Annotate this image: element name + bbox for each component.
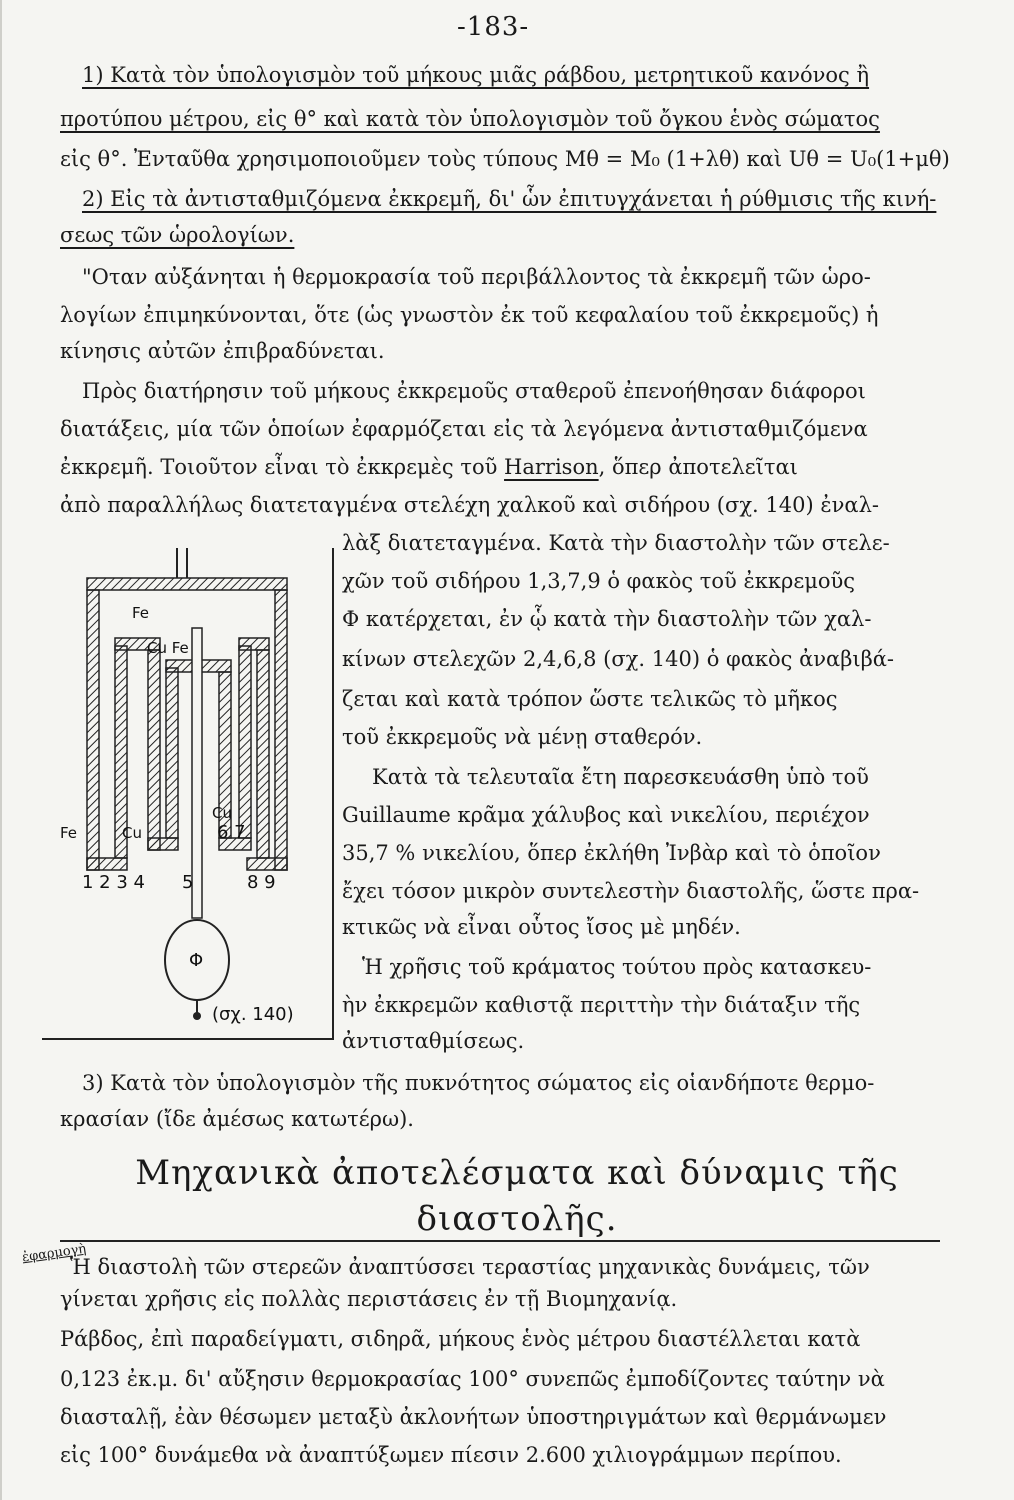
bob-label: Φ — [189, 950, 204, 971]
rod-number-5: 5 — [182, 872, 194, 893]
harrison-name: Harrison — [504, 455, 599, 479]
text-line: ἔχει τόσον μικρὸν συντελεστὴν διαστολῆς, ὥστε πρα- — [342, 879, 920, 903]
margin-note: ἐφαρμογὴ — [21, 1241, 88, 1266]
text-line: Πρὸς διατήρησιν τοῦ μήκους ἐκκρεμοῦς σταθεροῦ ἐπενοήθησαν διάφοροι — [82, 379, 866, 403]
label-cu-fe: Cu Fe — [147, 639, 189, 657]
text-line: κρασίαν (ἴδε ἀμέσως κατωτέρω). — [60, 1107, 414, 1131]
text-line: Ἡ χρῆσις τοῦ κράματος τούτου πρὸς κατασκευ- — [362, 955, 872, 979]
rod-numbers-8-9: 8 9 — [247, 872, 276, 893]
label-fe-top: Fe — [132, 604, 150, 622]
label-cu-left: Cu — [122, 824, 142, 842]
figure-caption: (σχ. 140) — [212, 1004, 294, 1025]
text-line: κίνων στελεχῶν 2,4,6,8 (σχ. 140) ὁ φακὸς ἀναβιβά- — [342, 647, 895, 671]
heading-rule — [60, 1240, 940, 1242]
section-heading-2: διαστολῆς. — [416, 1199, 618, 1239]
text-line: 2) Εἰς τὰ ἀντισταθμιζόμενα ἐκκρεμῆ, δι' ὧν ἐπιτυγχάνεται ἡ ρύθμισις τῆς κινή- — [82, 187, 937, 211]
text-line: εἰς 100° δυνάμεθα νὰ ἀναπτύξωμεν πίεσιν 2.600 χιλιογράμμων περίπου. — [60, 1443, 842, 1467]
text-line: ἀπὸ παραλλήλως διατεταγμένα στελέχη χαλκοῦ καὶ σιδήρου (σχ. 140) ἐναλ- — [60, 493, 879, 517]
text-line: χῶν τοῦ σιδήρου 1,3,7,9 ὁ φακὸς τοῦ ἐκκρεμοῦς — [342, 569, 856, 593]
text-line: διασταλῇ, ἐὰν θέσωμεν μεταξὺ ἀκλονήτων ὑποστηριγμάτων καὶ θερμάνωμεν — [60, 1405, 887, 1429]
text-line: λογίων ἐπιμηκύνονται, ὅτε (ὡς γνωστὸν ἐκ τοῦ κεφαλαίου τοῦ ἐκκρεμοῦς) ἡ — [60, 303, 879, 327]
text-line: διατάξεις, μία τῶν ὁποίων ἐφαρμόζεται εἰς τὰ λεγόμενα ἀντισταθμιζόμενα — [60, 417, 868, 441]
text-line: ὴν ἐκκρεμῶν καθιστᾷ περιττὴν τὴν διάταξιν τῆς — [342, 993, 861, 1017]
text-line: Φ κατέρχεται, ἐν ᾧ κατὰ τὴν διαστολὴν τῶν χαλ- — [342, 607, 872, 631]
text-line: 1) Κατὰ τὸν ὑπολογισμὸν τοῦ μήκους μιᾶς ράβδου, μετρητικοῦ κανόνος ἢ — [82, 63, 870, 87]
text-line: εἰς θ°. Ἐνταῦθα χρησιμοποιοῦμεν τοὺς τύπους Mθ = M₀ (1+λθ) καὶ Uθ = U₀(1+μθ) — [60, 147, 950, 171]
figure-gridiron-pendulum — [42, 548, 332, 1038]
text-line: Ἡ διαστολὴ τῶν στερεῶν ἀναπτύσσει τεραστίας μηχανικὰς δυνάμεις, τῶν — [70, 1255, 870, 1279]
text-span: ἐκκρεμῆ. Τοιοῦτον εἶναι τὸ ἐκκρεμὲς τοῦ — [60, 455, 498, 479]
text-span: , ὅπερ ἀποτελεῖται — [598, 455, 798, 479]
text-line: Ράβδος, ἐπὶ παραδείγματι, σιδηρᾶ, μήκους ἑνὸς μέτρου διαστέλλεται κατὰ — [60, 1327, 861, 1351]
text-line: προτύπου μέτρου, εἰς θ° καὶ κατὰ τὸν ὑπολογισμὸν τοῦ ὄγκου ἑνὸς σώματος — [60, 107, 880, 131]
figure-divider — [332, 548, 334, 1038]
text-line: Guillaume κρᾶμα χάλυβος καὶ νικελίου, περιέχον — [342, 803, 870, 827]
label-cu-right: Cu — [212, 804, 232, 822]
text-line: Κατὰ τὰ τελευταῖα ἔτη παρεσκευάσθη ὑπὸ τοῦ — [372, 765, 869, 789]
text-line: τοῦ ἐκκρεμοῦς νὰ μένῃ σταθερόν. — [342, 725, 703, 749]
text-line: ἀντισταθμίσεως. — [342, 1029, 525, 1053]
text-line: "Οταν αὐξάνηται ἡ θερμοκρασία τοῦ περιβάλλοντος τὰ ἐκκρεμῆ τῶν ὡρο- — [82, 265, 871, 289]
text-line: κίνησις αὐτῶν ἐπιβραδύνεται. — [60, 339, 385, 363]
figure-bottom-rule — [42, 1038, 334, 1040]
text-line: λὰξ διατεταγμένα. Κατὰ τὴν διαστολὴν τῶν στελε- — [342, 531, 890, 555]
text-line — [60, 452, 984, 482]
text-line: 35,7 % νικελίου, ὅπερ ἐκλήθη Ἰνβὰρ καὶ τὸ ὁποῖον — [342, 841, 881, 865]
text-line: 0,123 ἐκ.μ. δι' αὔξησιν θερμοκρασίας 100° συνεπῶς ἐμποδίζοντες ταύτην νὰ — [60, 1367, 885, 1391]
rod-numbers-left: 1 2 3 4 — [82, 872, 145, 893]
text-line: 3) Κατὰ τὸν ὑπολογισμὸν τῆς πυκνότητος σώματος εἰς οἱανδήποτε θερμο- — [82, 1071, 875, 1095]
rod-numbers-6-7: 6 7 — [217, 822, 246, 843]
text-line: γίνεται χρῆσις εἰς πολλὰς περιστάσεις ἐν τῇ Βιομηχανίᾳ. — [60, 1287, 678, 1311]
text-line: σεως τῶν ὡρολογίων. — [60, 223, 295, 247]
text-line: ζεται καὶ κατὰ τρόπον ὥστε τελικῶς τὸ μῆκος — [342, 687, 838, 711]
text-line: κτικῶς νὰ εἶναι οὗτος ἴσος μὲ μηδέν. — [342, 915, 741, 939]
section-heading: Μηχανικὰ ἀποτελέσματα καὶ δύναμις τῆς — [135, 1153, 899, 1193]
page-number: -183- — [457, 12, 530, 42]
pendulum-diagram — [42, 548, 332, 1038]
label-fe-left: Fe — [60, 824, 78, 842]
